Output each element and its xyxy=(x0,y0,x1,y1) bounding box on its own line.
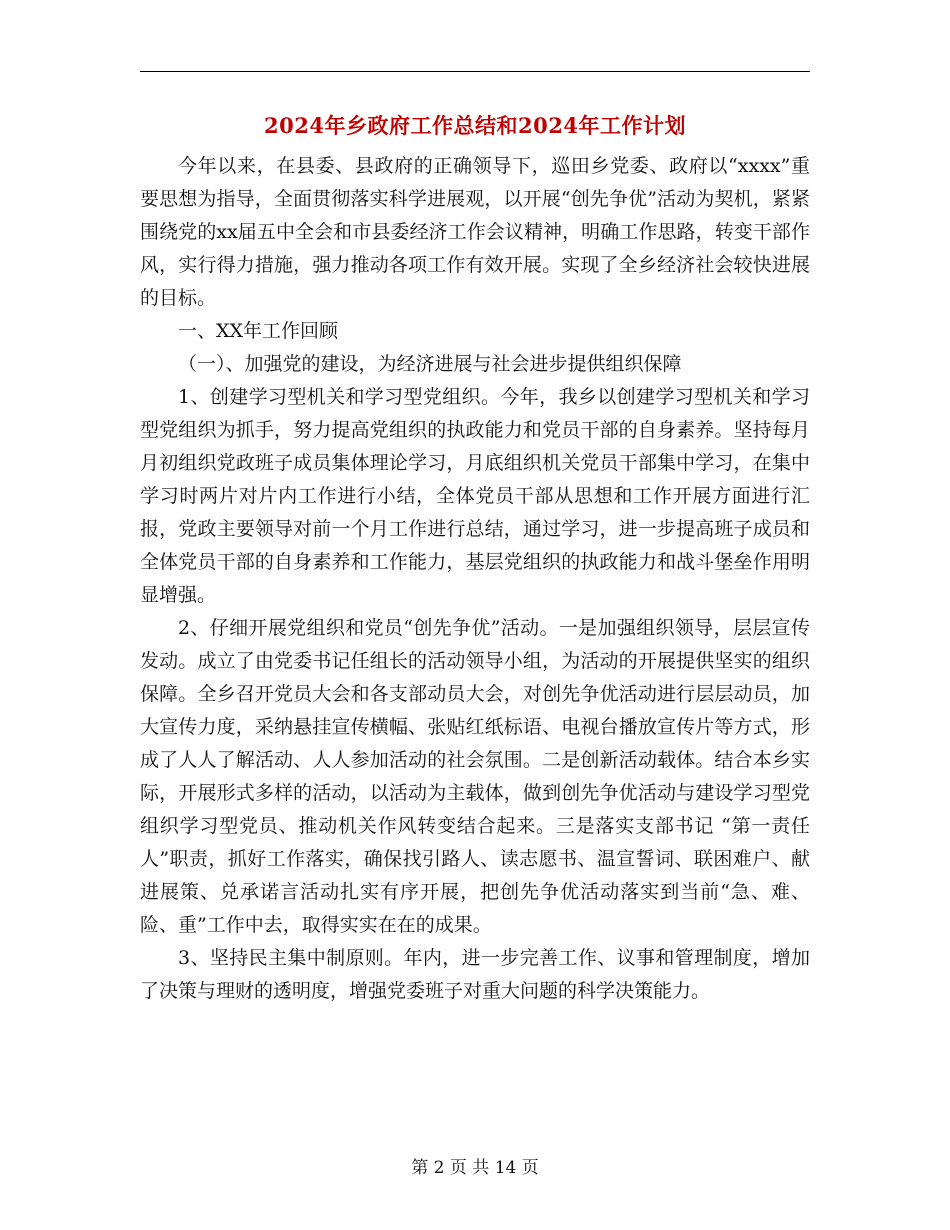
page-number-footer: 第 2 页 共 14 页 xyxy=(411,1158,539,1178)
document-body xyxy=(140,150,810,1008)
subsection-heading: （一）、加强党的建设，为经济进展与社会进步提供组织保障 xyxy=(178,353,682,375)
paragraph-intro: 今年以来，在县委、县政府的正确领导下，巡田乡党委、政府以“xxxx”重要思想为指导，全面贯彻落实科学进展观，以开展“创先争优”活动为契机，紧紧围绕党的xx届五中全会和市县委经济工作会议精神，明确工作思路，转变干部作风，实行得力措施，强力推动各项工作有效开展。实现了全乡经济社会较快进展的目标。 xyxy=(140,155,810,309)
header-rule xyxy=(140,71,810,72)
paragraph-item-2: 2、仔细开展党组织和党员“创先争优”活动。一是加强组织领导，层层宣传发动。成立了由党委书记任组长的活动领导小组，为活动的开展提供坚实的组织保障。全乡召开党员大会和各支部动员大会，对创先争优活动进行层层动员，加大宣传力度，采纳悬挂宣传横幅、张贴红纸标语、电视台播放宣传片等方式，形成了人人了解活动、人人参加活动的社会氛围。二是创新活动载体。结合本乡实际，开展形式多样的活动，以活动为主载体，做到创先争优活动与建设学习型党组织学习型党员、推动机关作风转变结合起来。三是落实支部书记 “第一责任人”职责，抓好工作落实，确保找引路人、读志愿书、温宣誓词、联困难户、献进展策、兑承诺言活动扎实有序开展，把创先争优活动落实到当前“急、难、险、重”工作中去，取得实实在在的成果。 xyxy=(140,617,810,936)
section-heading: 一、XX年工作回顾 xyxy=(178,320,339,342)
paragraph-item-1: 1、创建学习型机关和学习型党组织。今年，我乡以创建学习型机关和学习型党组织为抓手，努力提高党组织的执政能力和党员干部的自身素养。坚持每月月初组织党政班子成员集体理论学习，月底组织机关党员干部集中学习，在集中学习时两片对片内工作进行小结，全体党员干部从思想和工作开展方面进行汇报，党政主要领导对前一个月工作进行总结，通过学习，进一步提高班子成员和全体党员干部的自身素养和工作能力，基层党组织的执政能力和战斗堡垒作用明显增强。 xyxy=(140,386,810,606)
document-title: 2024年乡政府工作总结和2024年工作计划 xyxy=(264,113,686,138)
paragraph-item-3: 3、坚持民主集中制原则。年内，进一步完善工作、议事和管理制度，增加了决策与理财的透明度，增强党委班子对重大问题的科学决策能力。 xyxy=(140,947,810,1002)
